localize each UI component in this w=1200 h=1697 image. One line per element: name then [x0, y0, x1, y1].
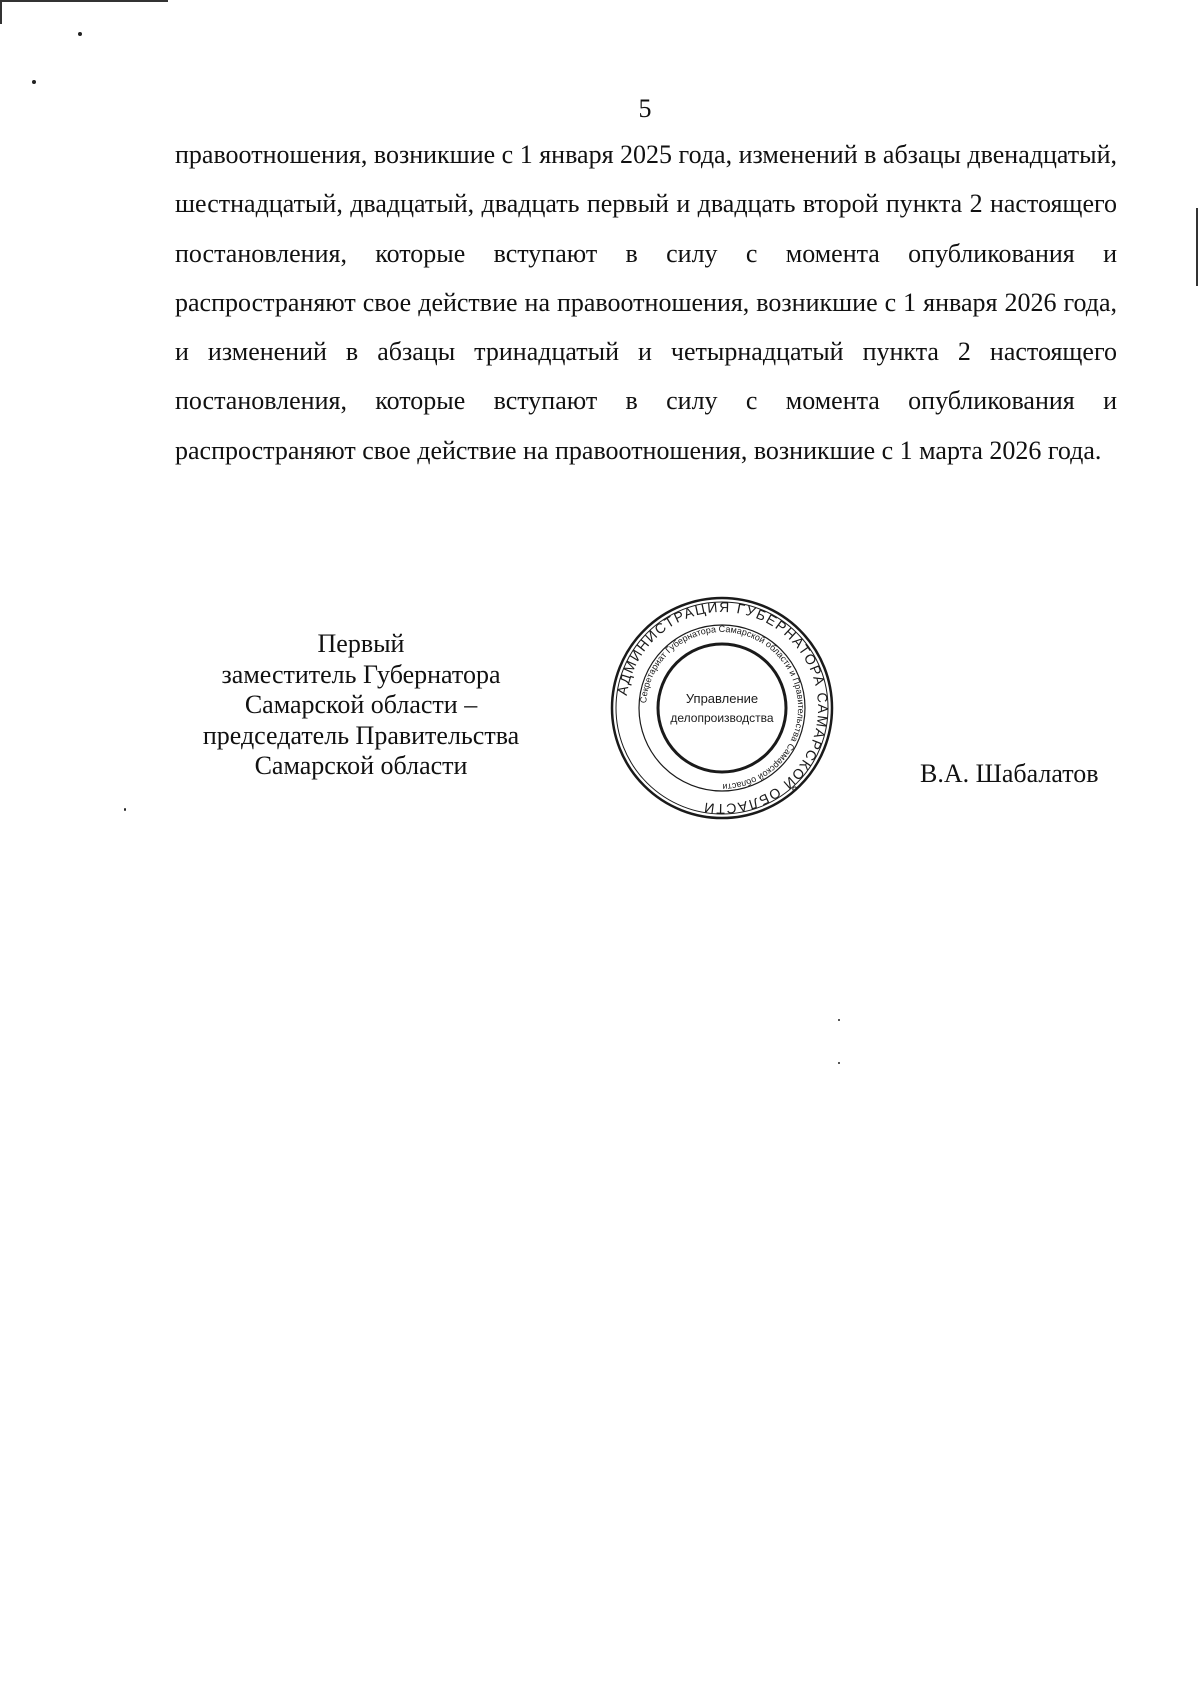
scan-speck — [124, 808, 126, 811]
seal-inner-text: Секретариат Губернатора Самарской области и Правительства Самарской области — [638, 623, 807, 793]
signatory-title-line: Самарской области – — [244, 690, 478, 719]
signatory-title-line: Самарской области — [254, 751, 468, 780]
scan-edge-left — [0, 0, 2, 24]
official-seal — [610, 596, 834, 820]
scan-edge-right — [1196, 208, 1198, 286]
seal-center-line-2: делопроизводства — [670, 711, 774, 725]
seal-graphic — [610, 596, 834, 820]
seal-outer-text: АДМИНИСТРАЦИЯ ГУБЕРНАТОРА САМАРСКОЙ ОБЛАСТИ — [613, 598, 832, 818]
signatory-title-line: заместитель Губернатора — [221, 659, 501, 689]
scan-edge-top — [0, 0, 168, 2]
signatory-title-line: председатель Правительства — [202, 720, 520, 750]
scan-speck — [838, 1062, 840, 1064]
seal-inner-border — [658, 644, 786, 772]
scan-speck — [78, 32, 82, 36]
scan-speck — [838, 1019, 840, 1021]
page-number: 5 — [638, 94, 652, 123]
signatory-title-line: Первый — [317, 629, 405, 658]
body-paragraph: правоотношения, возникшие с 1 января 2025 года, изменений в абзацы двенадцатый, шестнадцатый, двадцатый, двадцать первый и двадцать второй пункта 2 настоящего постановления, которые вступают в силу с момента опубликования и распространяют свое действие на правоотношения, возникшие с 1 января 2026 года, и изменений в абзацы тринадцатый и четырнадцатый пункта 2 настоящего постановления, которые вступают в силу с момента опубликования и распространяют свое действие на правоотношения, возникшие с 1 марта 2026 года. — [175, 140, 1117, 465]
seal-center-line-1: Управление — [685, 691, 759, 706]
signatory-title — [185, 629, 537, 782]
signatory-name: В.А. Шабалатов — [920, 759, 1099, 788]
scan-speck — [32, 80, 36, 84]
